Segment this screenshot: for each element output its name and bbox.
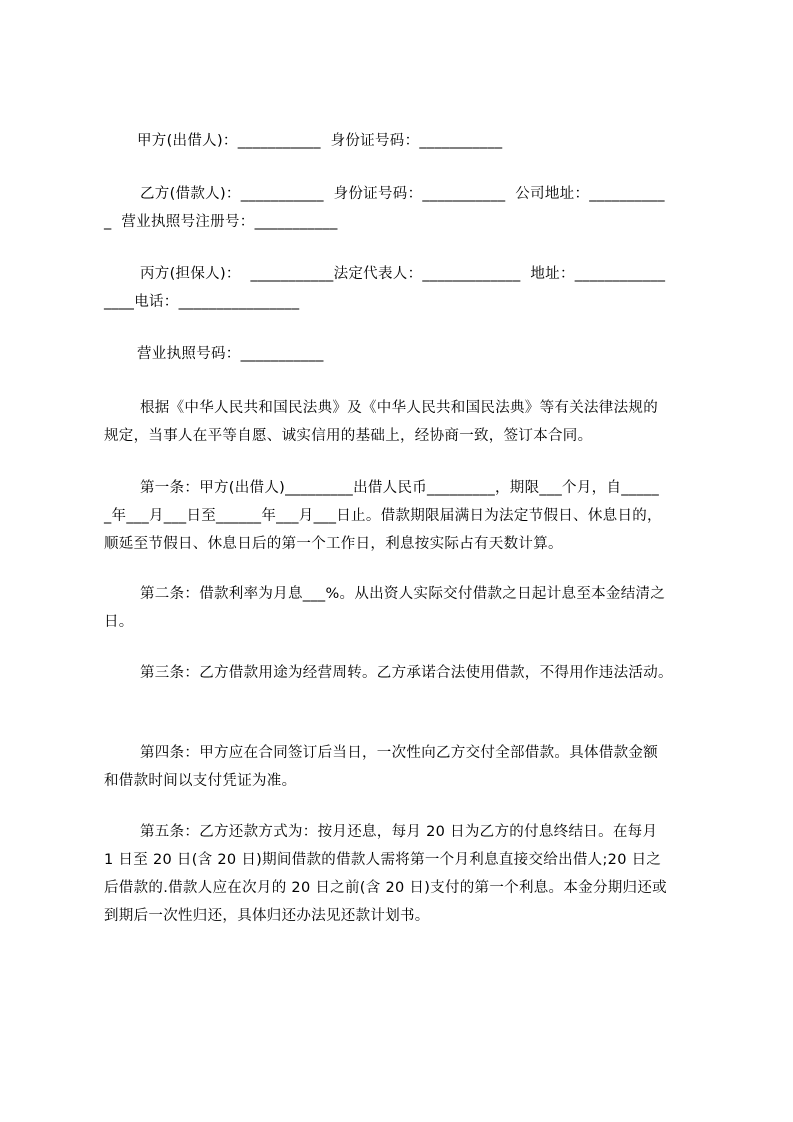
- article-5-line-3: 后借款的.借款人应在次月的 20 日之前(含 20 日)支付的第一个利息。本金分期归还或: [104, 880, 667, 896]
- article-5-line-1: 第五条：乙方还款方式为：按月还息，每月 20 日为乙方的付息终结日。在每月: [140, 824, 658, 840]
- party-b-license-line: _ 营业执照号注册号：___________: [104, 214, 338, 230]
- article-4-line-2: 和借款时间以支付凭证为准。: [104, 773, 297, 789]
- preamble-line-2: 规定，当事人在平等自愿、诚实信用的基础上，经协商一致，签订本合同。: [104, 428, 593, 444]
- business-license-line: 营业执照号码：___________: [137, 346, 324, 362]
- article-2-line-2: 日。: [104, 614, 134, 630]
- article-1-line-2: _年___月___日至______年___月___日止。借款期限届满日为法定节假日、休息日的，: [104, 508, 662, 524]
- article-4-line-1: 第四条：甲方应在合同签订后当日，一次性向乙方交付全部借款。具体借款金额: [140, 745, 658, 761]
- party-c-phone-line: ____电话：________________: [104, 294, 300, 310]
- party-c-line: 丙方(担保人)： ___________法定代表人：_____________ 地址：____________: [140, 266, 666, 282]
- article-1-line-1: 第一条：甲方(出借人)_________出借人民币_________，期限___个月，自_____: [140, 480, 660, 496]
- article-5-line-2: 1 日至 20 日(含 20 日)期间借款的借款人需将第一个月利息直接交给出借人;20 日之: [104, 852, 662, 868]
- preamble-line-1: 根据《中华人民共和国民法典》及《中华人民共和国民法典》等有关法律法规的: [140, 400, 658, 416]
- party-a-line: 甲方(出借人)：___________ 身份证号码：___________: [137, 133, 503, 149]
- article-2-line-1: 第二条：借款利率为月息___%。从出资人实际交付借款之日起计息至本金结清之: [140, 586, 666, 602]
- article-5-line-4: 到期后一次性归还，具体归还办法见还款计划书。: [104, 908, 430, 924]
- article-1-line-3: 顺延至节假日、休息日后的第一个工作日，利息按实际占有天数计算。: [104, 536, 563, 552]
- party-b-line: 乙方(借款人)：___________ 身份证号码：___________ 公司地址：__________: [140, 186, 665, 202]
- article-3-line: 第三条：乙方借款用途为经营周转。乙方承诺合法使用借款，不得用作违法活动。: [140, 665, 673, 681]
